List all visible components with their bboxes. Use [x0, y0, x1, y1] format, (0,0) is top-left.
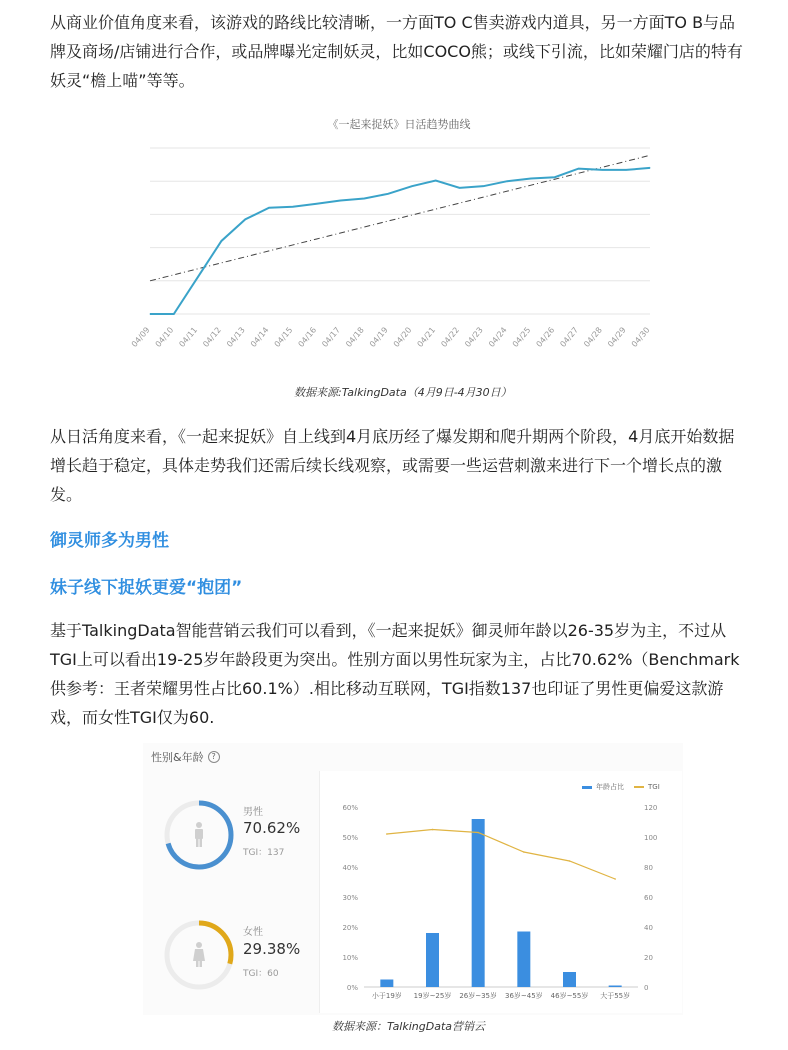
female-person-icon — [193, 942, 205, 967]
left-tick-label: 60% — [342, 804, 358, 812]
left-tick-label: 0% — [346, 984, 358, 992]
x-tick-label: 04/17 — [320, 325, 343, 349]
dau-point — [173, 314, 174, 315]
dau-point — [364, 198, 365, 199]
age-tick-label: 46岁~55岁 — [550, 992, 589, 1000]
dau-point — [578, 168, 579, 169]
dau-point — [507, 181, 508, 182]
legend-swatch-bar — [582, 786, 592, 789]
x-tick-label: 04/11 — [177, 325, 200, 349]
tgi-point — [432, 829, 434, 831]
x-tick-label: 04/12 — [201, 325, 223, 349]
male-donut — [159, 795, 239, 875]
male-person-icon — [195, 822, 203, 847]
left-tick-label: 50% — [342, 834, 358, 842]
x-tick-label: 04/21 — [415, 325, 438, 349]
intro-paragraph: 从商业价值角度来看，该游戏的路线比较清晰，一方面TO C售卖游戏内道具，另一方面TO B与品牌及商场/店铺进行合作，或品牌曝光定制妖灵，比如COCO熊；或线下引流，比如荣耀门店的特有妖灵“檐上喵”等等。 — [50, 13, 743, 90]
help-icon[interactable]: ? — [208, 751, 220, 763]
dau-point — [602, 169, 603, 170]
dau-point — [316, 203, 317, 204]
x-tick-label: 04/27 — [558, 325, 581, 349]
x-tick-label: 04/13 — [225, 325, 247, 349]
x-tick-label: 04/20 — [391, 325, 414, 349]
x-tick-label: 04/16 — [296, 325, 319, 349]
x-tick-label: 04/22 — [439, 325, 462, 349]
dau-point — [197, 277, 198, 278]
panel-title: 性别&年龄 — [151, 751, 204, 764]
female-card — [143, 903, 315, 1013]
dau-point — [292, 206, 293, 207]
age-source-caption: 数据来源：TalkingData营销云 — [332, 1020, 486, 1033]
legend-label-bar: 年龄占比 — [596, 783, 624, 791]
dau-line — [150, 168, 650, 314]
x-tick-label: 04/10 — [153, 325, 176, 349]
age-bar — [472, 819, 485, 987]
dau-point — [150, 314, 151, 315]
dau-point — [554, 177, 555, 178]
dau-source-caption: 数据来源:TalkingData（4月9日-4月30日） — [294, 386, 512, 399]
age-tick-label: 19岁~25岁 — [413, 992, 452, 1000]
tgi-point — [477, 832, 479, 834]
age-tick-label: 36岁~45岁 — [504, 992, 543, 1000]
demographic-paragraph: 基于TalkingData智能营销云我们可以看到，《一起来捉妖》御灵师年龄以26-35岁为主，不过从TGI上可以看出19-25岁年龄段更为突出。性别方面以男性玩家为主，占比70.62%（Benchmark供参考：王者荣耀男性占比60.1%）.相比移动互联网，TGI指数137也印证了男性更偏爱这款游戏，而女性TGI仅为60. — [50, 621, 740, 727]
dau-point — [269, 207, 270, 208]
x-tick-label: 04/23 — [463, 325, 485, 349]
left-tick-label: 20% — [342, 924, 358, 932]
dau-point — [459, 187, 460, 188]
trend-line — [150, 155, 650, 280]
section-heading-female: 妹子线下捉妖更爱“抱团” — [50, 578, 243, 598]
chart-title: 《一起来捉妖》日活趋势曲线 — [327, 118, 471, 131]
left-tick-label: 40% — [342, 864, 358, 872]
female-donut — [159, 915, 239, 995]
right-tick-label: 20 — [644, 954, 653, 962]
right-tick-label: 0 — [644, 984, 649, 992]
x-tick-label: 04/18 — [344, 325, 366, 349]
right-tick-label: 60 — [644, 894, 653, 902]
age-bar — [563, 972, 576, 987]
dau-point — [340, 200, 341, 201]
x-tick-label: 04/15 — [272, 325, 295, 349]
x-tick-label: 04/29 — [606, 325, 628, 349]
right-tick-label: 80 — [644, 864, 653, 872]
x-tick-label: 04/30 — [629, 325, 652, 349]
x-tick-label: 04/24 — [486, 325, 509, 349]
dau-point — [530, 178, 531, 179]
section-heading-male: 御灵师多为男性 — [50, 531, 169, 551]
dau-point — [388, 193, 389, 194]
tgi-point — [614, 878, 616, 880]
age-bar — [517, 932, 530, 988]
dau-point — [650, 167, 651, 168]
male-tgi: TGI：137 — [243, 848, 285, 858]
x-tick-label: 04/19 — [367, 325, 390, 349]
tgi-point — [569, 860, 571, 862]
male-percent: 70.62% — [243, 819, 301, 837]
dau-point — [221, 240, 222, 241]
tgi-point — [386, 833, 388, 835]
age-bar — [609, 986, 622, 988]
tgi-line — [387, 830, 615, 880]
age-tick-label: 大于55岁 — [600, 992, 631, 1000]
dau-point — [435, 180, 436, 181]
right-tick-label: 120 — [644, 804, 658, 812]
left-tick-label: 30% — [342, 894, 358, 902]
dau-point — [483, 186, 484, 187]
left-tick-label: 10% — [342, 954, 358, 962]
x-tick-label: 04/14 — [248, 325, 271, 349]
x-tick-label: 04/09 — [129, 325, 152, 349]
gender-age-panel — [143, 743, 683, 1015]
female-tgi: TGI：60 — [243, 969, 279, 979]
dau-analysis-paragraph: 从日活角度来看，《一起来捉妖》自上线到4月底历经了爆发期和爬升期两个阶段，4月底开始数据增长趋于稳定，具体走势我们还需后续长线观察，或需要一些运营刺激来进行下一个增长点的激发。 — [50, 427, 735, 504]
right-tick-label: 40 — [644, 924, 653, 932]
age-tick-label: 小于19岁 — [371, 992, 402, 1000]
male-label: 男性 — [243, 807, 263, 818]
tgi-point — [523, 851, 525, 853]
legend-label-tgi: TGI — [648, 783, 660, 791]
x-tick-label: 04/25 — [510, 325, 533, 349]
age-tick-label: 26岁~35岁 — [459, 992, 498, 1000]
dau-point — [245, 219, 246, 220]
female-percent: 29.38% — [243, 940, 301, 958]
dau-trend-figure — [129, 108, 660, 358]
legend-swatch-tgi — [634, 786, 644, 788]
dau-trend-chart — [129, 108, 660, 358]
dau-point — [626, 169, 627, 170]
female-label: 女性 — [243, 927, 263, 938]
x-tick-label: 04/26 — [534, 325, 557, 349]
right-tick-label: 100 — [644, 834, 658, 842]
age-bar — [380, 980, 393, 988]
dau-point — [411, 186, 412, 187]
x-tick-label: 04/28 — [582, 325, 604, 349]
age-tgi-chart — [320, 771, 682, 1013]
age-bar — [426, 933, 439, 987]
